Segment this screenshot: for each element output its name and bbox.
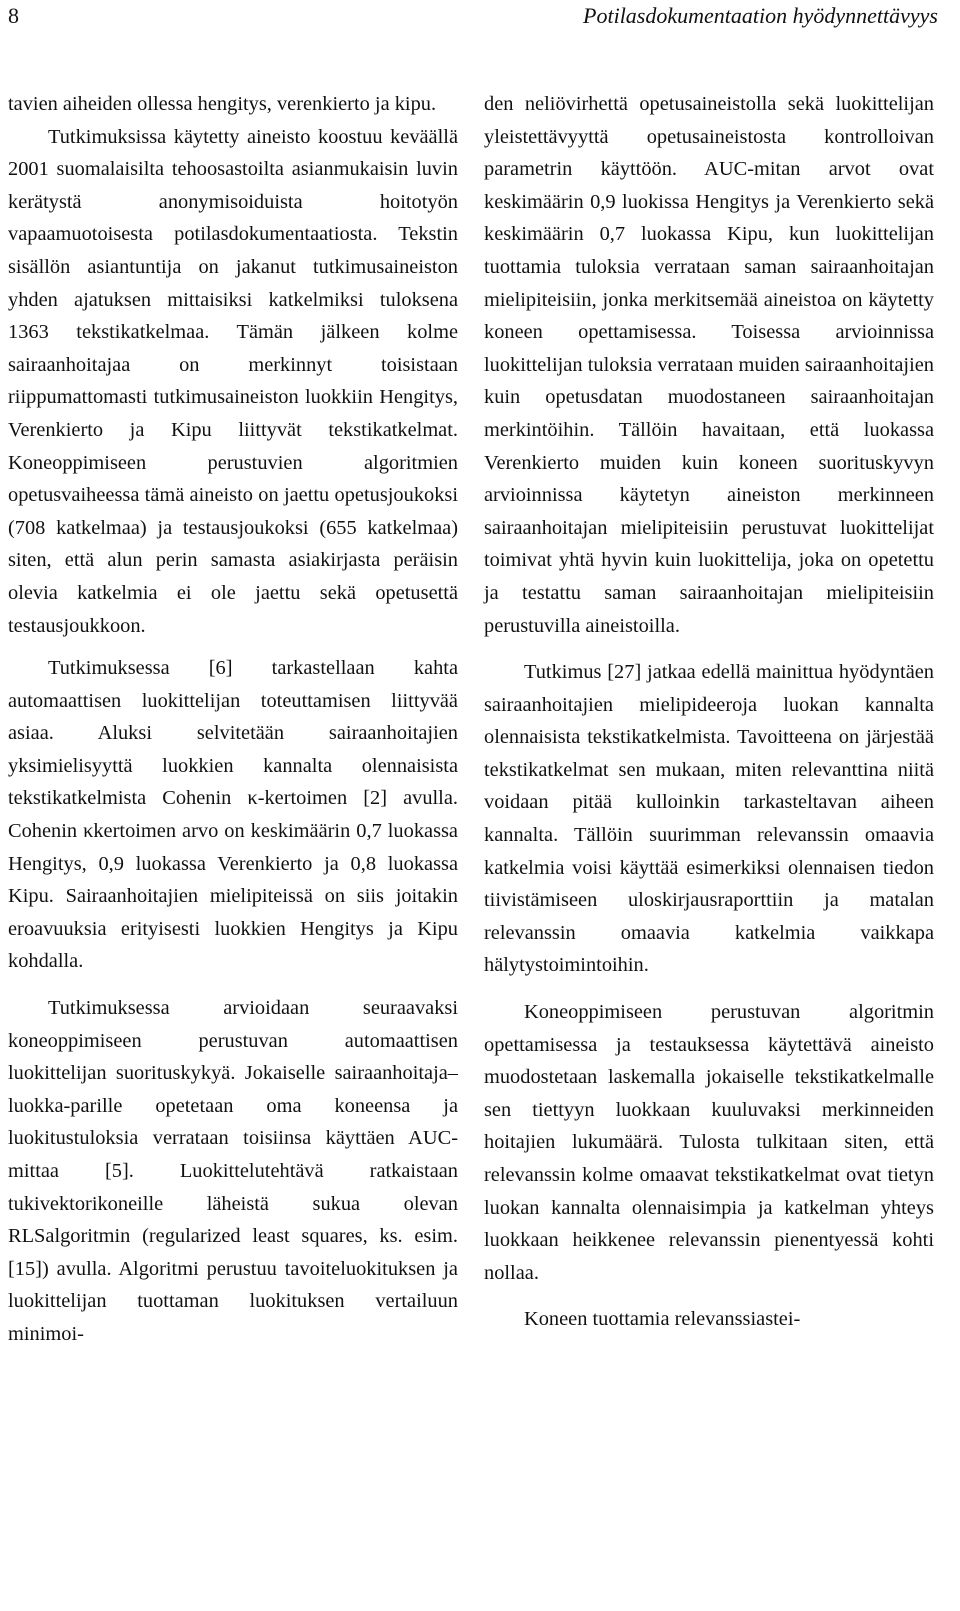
paragraph: Tutkimus [27] jatkaa edellä mainittua hyödyntäen sairaanhoitajien mielipideeroja luokan kannalta olennaisista tekstikatkelmista. Tavoitteena on järjestää tekstikatkelmat sen mukaan, miten relevanttina niitä voidaan pitää kulloinkin tarkasteltavan aiheen kannalta. Tällöin suurimman relevanssin omaavia katkelmia voisi käyttää esimerkiksi olennaisen tiedon tiivistämiseen uloskirjausraporttiin ja matalan relevanssin omaavia katkelmia vaikkapa hälytystoimintoihin. [484,661,934,977]
paragraph: Tutkimuksessa arvioidaan seuraavaksi koneoppimiseen perustuvan automaattisen luokittelijan suorituskykyä. Jokaiselle sairaanhoitaja–luokka-parille opetetaan oma koneensa ja luokitustuloksia verrataan toisiinsa käyttäen AUC-mittaa [5]. Luokittelutehtävä ratkaistaan tukivektorikoneille läheistä sukua olevan RLSalgoritmin (regularized least squares, ks. esim. [15]) avulla. Algoritmi perustuu tavoiteluokituksen ja luokittelijan tuottaman luokituksen vertailuun minimoi- [8,997,458,1345]
right-column [484,88,934,1336]
paragraph: Koneen tuottamia relevanssiastei- [524,1308,801,1331]
paragraph: Tutkimuksessa [6] tarkastellaan kahta automaattisen luokittelijan toteuttamisen liittyvää asiaa. Aluksi selvitetään sairaanhoitajien yksimielisyyttä luokkien kannalta olennaisista tekstikatkelmista Cohenin κ-kertoimen [2] avulla. Cohenin κkertoimen arvo on keskimäärin 0,7 luokassa Hengitys, 0,9 luokassa Verenkierto ja 0,8 luokassa Kipu. Sairaanhoitajien mielipiteissä on siis joitakin eroavuuksia erityisesti luokkien Hengitys ja Kipu kohdalla. [8,657,458,973]
paragraph: den neliövirhettä opetusaineistolla sekä luokittelijan yleistettävyyttä opetusaineistosta kontrolloivan parametrin käyttöön. AUC-mitan arvot ovat keskimäärin 0,9 luokissa Hengitys ja Verenkierto sekä keskimäärin 0,7 luokassa Kipu, kun luokittelijan tuottamia tuloksia verrataan saman sairaanhoitajan mielipiteisiin, jonka merkitsemää aineistoa on käytetty koneen opettamisessa. Toisessa arvioinnissa luokittelijan tuloksia verrataan muiden sairaanhoitajien kuin opetusdatan muodostaneen sairaanhoitajan merkintöihin. Tällöin havaitaan, että luokassa Verenkierto muiden kuin koneen suorituskyvyn arvioinnissa käytetyn aineiston merkinneen sairaanhoitajan mielipiteisiin perustuvat luokittelijat toimivat yhtä hyvin kuin luokittelija, joka on opetettu ja testattu saman sairaanhoitajan mielipiteisiin perustuvilla aineistoilla. [484,93,934,637]
running-title: Potilasdokumentaation hyödynnettävyys [583,3,938,28]
page-number: 8 [8,3,19,28]
paragraph: Tutkimuksissa käytetty aineisto koostuu keväällä 2001 suomalaisilta tehoosastoilta asianmukaisin luvin kerätystä anonymisoiduista hoitotyön vapaamuotoisesta potilasdokumentaatiosta. Tekstin sisällön asiantuntija on jakanut tutkimusaineiston yhden ajatuksen mittaisiksi katkelmiksi tuloksena 1363 tekstikatkelmaa. Tämän jälkeen kolme sairaanhoitajaa on merkinnyt toisistaan riippumattomasti tutkimusaineiston luokkiin Hengitys, Verenkierto ja Kipu liittyvät tekstikatkelmat. Koneoppimiseen perustuvien algoritmien opetusvaiheessa tämä aineisto on jaettu opetusjoukoksi (708 katkelmaa) ja testausjoukoksi (655 katkelmaa) siten, että alun perin samasta asiakirjasta peräisin olevia katkelmia ei ole jaettu sekä opetusettä testausjoukkoon. [8,125,458,637]
running-header [0,0,960,32]
paragraph: tavien aiheiden ollessa hengitys, verenkierto ja kipu. [8,93,437,115]
paragraph: Koneoppimiseen perustuvan algoritmin opettamisessa ja testauksessa käytettävä aineisto muodostetaan laskemalla jokaiselle tekstikatkelmalle sen tiettyyn luokkaan kuuluvaksi merkinneiden hoitajien lukumäärä. Tulosta tulkitaan siten, että relevanssin kolme omaavat tekstikatkelmat ovat tietyn luokan kannalta olennaisimpia ja katkelman yhteys luokkaan heikkenee relevanssin pienentyessä kohti nollaa. [484,1001,934,1284]
left-column [8,88,458,1351]
